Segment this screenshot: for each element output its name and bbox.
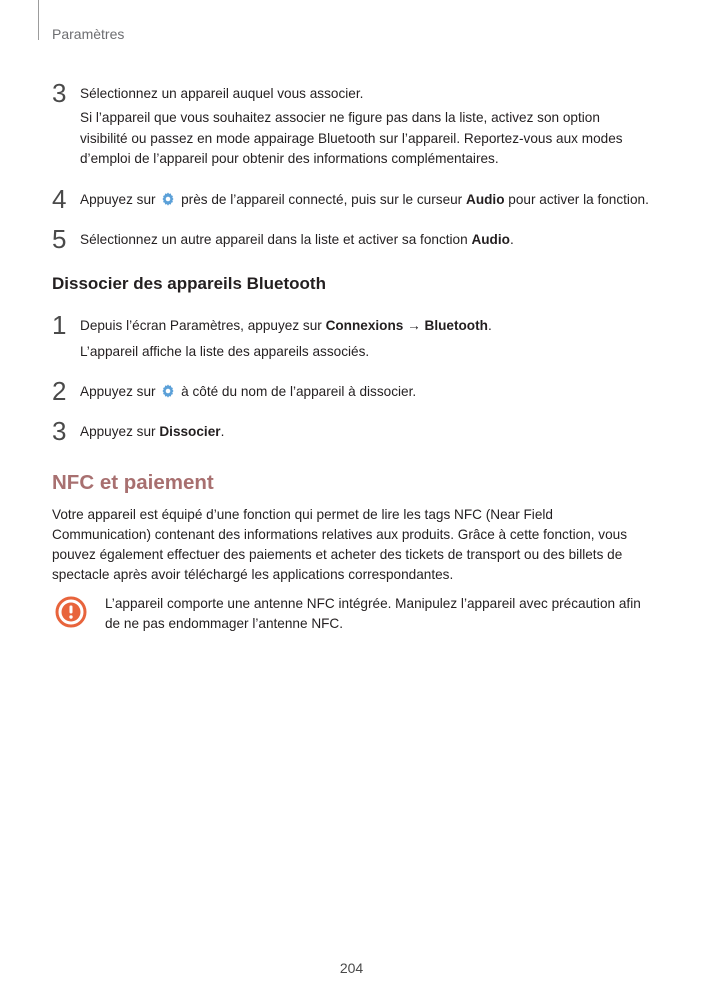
section-heading-nfc: NFC et paiement [52,471,214,494]
step-number: 3 [52,78,67,108]
step-number: 5 [52,224,67,254]
section-heading-dissocier: Dissocier des appareils Bluetooth [52,274,326,293]
step-text [80,230,514,250]
step-text-pre: Appuyez sur [80,424,156,439]
step-number: 3 [52,416,67,446]
step-text-pre: Depuis l’écran Paramètres, appuyez sur [80,318,322,333]
step-text-pre: Appuyez sur [80,384,156,399]
header-rule [38,0,39,40]
step-text: Sélectionnez un appareil auquel vous associer. [80,86,364,101]
step-text-pre: Appuyez sur [80,192,156,207]
step-text-post: . [509,232,514,247]
step-text-mid: près de l’appareil connecté, puis sur le curseur [181,192,463,207]
caution-icon [55,596,87,628]
step-text-pre: Sélectionnez un autre appareil dans la liste et activer sa fonction [80,232,468,247]
step-text-bold: Audio [466,192,505,207]
step-text [80,316,492,336]
arrow-icon: → [407,318,421,333]
step-text-post: . [220,424,225,439]
step-text [80,382,416,402]
step-text-post: . [487,318,492,333]
step-number: 2 [52,376,67,406]
step-text-bold-connexions: Connexions [325,318,404,333]
caution-note: L’appareil comporte une antenne NFC intégrée. Manipulez l’appareil avec précaution afin de ne pas endommager l’antenne NFC. [105,596,641,631]
page-number: 204 [339,960,364,976]
step-text-bold: Audio [471,232,510,247]
step-text-post: à côté du nom de l’appareil à dissocier. [181,384,417,399]
gear-icon [161,192,175,206]
step-text-bold: Dissocier [159,424,221,439]
step-detail: Si l’appareil que vous souhaitez associer ne figure pas dans la liste, activez son option visibilité ou passez en mode appairage Bluetooth sur l’appareil. Reportez-vous aux modes d’emploi de l’appareil pour obtenir des informations complémentaires. [80,110,623,166]
nfc-body-paragraph: Votre appareil est équipé d’une fonction qui permet de lire les tags NFC (Near Field Communication) contenant des informations relatives aux produits. Grâce à cette fonction, vous pouvez également effectuer des paiements et acheter des tickets de transport ou des billets de spectacle après avoir téléchargé les applications correspondantes. [52,507,628,582]
page-header: Paramètres [52,26,125,42]
step-text-bold-bluetooth: Bluetooth [424,318,488,333]
step-text [80,190,649,210]
step-number: 4 [52,184,67,214]
step-detail: L’appareil affiche la liste des appareils associés. [80,344,370,359]
step-number: 1 [52,310,67,340]
step-text-post: pour activer la fonction. [508,192,649,207]
step-text [80,422,224,442]
gear-icon [161,384,175,398]
